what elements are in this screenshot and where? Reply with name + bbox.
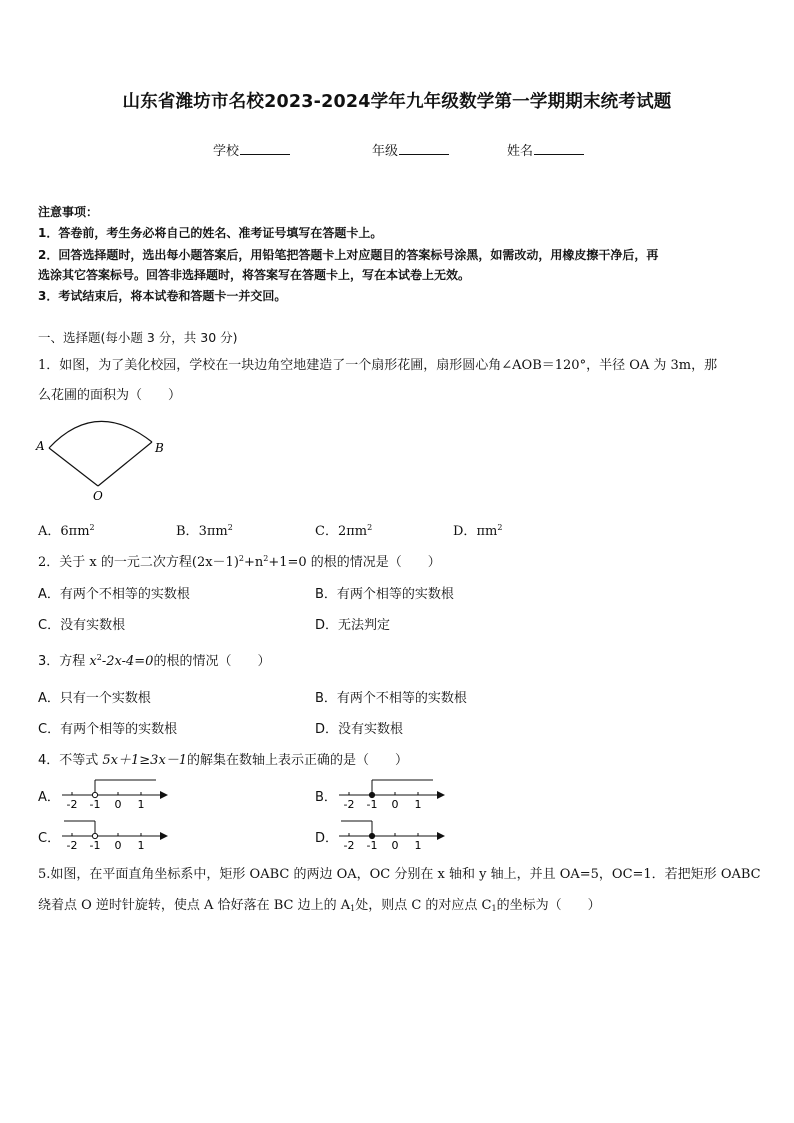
option-c[interactable]: C．$2\pi m^2$: [315, 523, 373, 539]
tick-label: -1: [89, 798, 101, 810]
sector-figure: [34, 412, 174, 504]
notice-item: 3．考试结束后，将本试卷和答题卡一并交回。: [38, 289, 287, 303]
option-a[interactable]: A．只有一个实数根: [38, 691, 151, 706]
option-d[interactable]: D．没有实数根: [315, 722, 404, 737]
option-d[interactable]: D．$\pi m^2$: [453, 523, 503, 539]
tick-label: -1: [89, 839, 101, 851]
option-c-letter[interactable]: C．: [38, 831, 61, 846]
tick-label: -2: [343, 839, 355, 851]
option-b[interactable]: B．$3\pi m^2$: [176, 523, 233, 539]
name-label: 姓名: [507, 144, 534, 159]
tick-label: -1: [366, 798, 378, 810]
point-o-label: O: [93, 489, 103, 503]
option-b[interactable]: B．有两个不相等的实数根: [315, 691, 467, 706]
question-2-stem: 2．关于 x 的一元二次方程$(2x-1)^2+n^2+1=0$ 的根的情况是（ ）: [38, 554, 441, 570]
option-d[interactable]: D．无法判定: [315, 618, 391, 633]
tick-label: -2: [343, 798, 355, 810]
option-d-letter[interactable]: D．: [315, 831, 339, 846]
point-a-label: A: [36, 439, 45, 453]
question-5-line-2: 绕着点 O 逆时针旋转，使点 A 恰好落在 BC 边上的 $A_1$处，则点 C 的对应点 $C_1$的坐标为（ ）: [38, 898, 601, 913]
tick-label: 0: [114, 798, 122, 810]
question-3-stem: 3．方程 $x^2-2x-4=0$的根的情况（ ）: [38, 653, 271, 669]
school-label: 学校: [213, 144, 240, 159]
tick-label: 1: [414, 798, 422, 810]
question-5-line-1: 5.如图，在平面直角坐标系中，矩形 OABC 的两边 OA，OC 分别在 x 轴和 y 轴上，并且 OA=5，OC=1．若把矩形 OABC: [38, 867, 761, 882]
option-a[interactable]: A．$6\pi m^2$: [38, 523, 95, 539]
question-1-line-1: 1．如图，为了美化校园，学校在一块边角空地建造了一个扇形花圃，扇形圆心角∠AOB＝120°，半径 OA 为 3m，那: [38, 358, 718, 373]
page-title: 山东省潍坊市名校2023-2024学年九年级数学第一学期期末统考试题: [122, 92, 672, 112]
name-field: [507, 140, 584, 159]
grade-field: [372, 140, 449, 159]
name-blank: [534, 142, 584, 155]
axis-arrow: [437, 832, 445, 840]
option-a-letter[interactable]: A．: [38, 790, 60, 805]
school-field: [213, 140, 290, 159]
number-line-d: [337, 817, 447, 851]
notice-heading: 注意事项：: [38, 205, 99, 219]
question-4-stem: 4．不等式 5x＋1≥3x－1的解集在数轴上表示正确的是（ ）: [38, 753, 409, 768]
tick-label: 1: [414, 839, 422, 851]
number-line-a: [60, 776, 170, 810]
section-heading: 一、选择题(每小题 3 分，共 30 分): [38, 330, 238, 345]
grade-label: 年级: [372, 144, 399, 159]
endpoint-dot: [92, 833, 97, 838]
radius-oa: [49, 448, 98, 486]
number-line-b: [337, 776, 447, 810]
endpoint-dot: [92, 792, 97, 797]
axis-arrow: [160, 791, 168, 799]
sector-arc: [49, 421, 152, 448]
point-b-label: B: [155, 441, 164, 455]
tick-label: 0: [391, 798, 399, 810]
tick-label: 1: [137, 798, 145, 810]
notice-item: 1．答卷前，考生务必将自己的姓名、准考证号填写在答题卡上。: [38, 226, 383, 240]
question-1-line-2: 么花圃的面积为（ ）: [38, 388, 182, 403]
option-c[interactable]: C．没有实数根: [38, 618, 126, 633]
notice-item: 选涂其它答案标号。回答非选择题时，将答案写在答题卡上，写在本试卷上无效。: [38, 268, 471, 282]
radius-ob: [98, 442, 152, 486]
tick-label: -1: [366, 839, 378, 851]
tick-label: 0: [114, 839, 122, 851]
endpoint-dot: [369, 833, 374, 838]
tick-label: -2: [66, 839, 78, 851]
axis-arrow: [437, 791, 445, 799]
option-b[interactable]: B．有两个相等的实数根: [315, 587, 454, 602]
tick-label: 1: [137, 839, 145, 851]
tick-label: 0: [391, 839, 399, 851]
option-c[interactable]: C．有两个相等的实数根: [38, 722, 178, 737]
option-b-letter[interactable]: B．: [315, 790, 337, 805]
grade-blank: [399, 142, 449, 155]
endpoint-dot: [369, 792, 374, 797]
number-line-c: [60, 817, 170, 851]
axis-arrow: [160, 832, 168, 840]
option-a[interactable]: A．有两个不相等的实数根: [38, 587, 190, 602]
notice-item: 2．回答选择题时，选出每小题答案后，用铅笔把答题卡上对应题目的答案标号涂黑，如需改动，用橡皮擦干净后，再: [38, 248, 659, 262]
school-blank: [240, 142, 290, 155]
tick-label: -2: [66, 798, 78, 810]
